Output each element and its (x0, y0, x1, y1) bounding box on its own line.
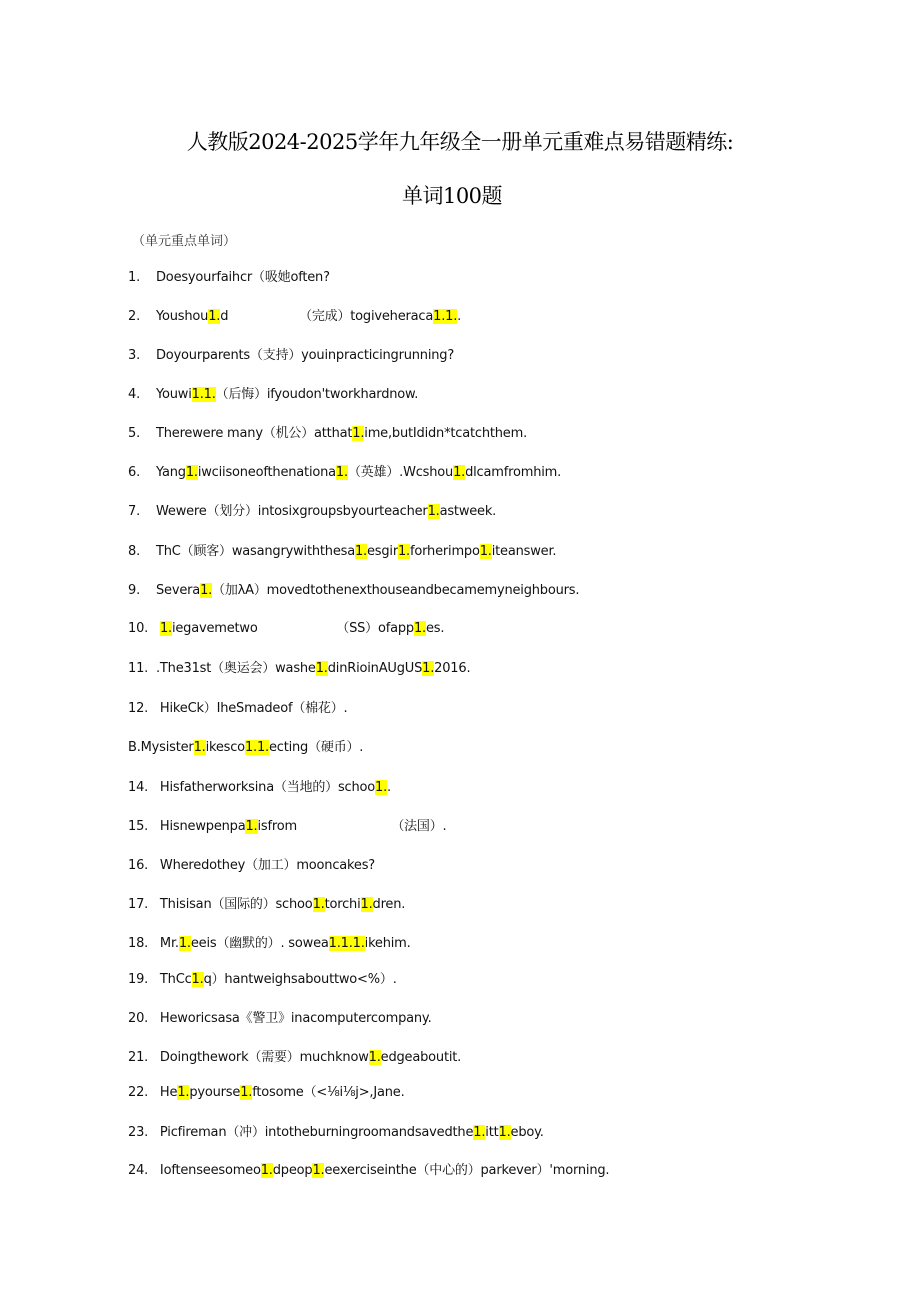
question-text: Doingthework（需要）muchknow (156, 1050, 369, 1065)
question-number: 16. (128, 858, 149, 873)
highlighted-text: 1. (354, 544, 367, 559)
question-text: dlcamfromhim. (465, 465, 562, 480)
question-text: Doyourparents（支持）youinpracticingrunning? (156, 348, 455, 363)
question-text: Wewere（划分）intosixgroupsbyourteacher (156, 504, 428, 519)
question-item (128, 582, 579, 600)
question-text: （加λA）movedtothenexthouseandbecamemyneighbours. (212, 583, 580, 598)
question-text: iteanswer. (491, 544, 557, 559)
question-number: 5. (128, 426, 141, 441)
highlighted-text: 1. (453, 465, 466, 480)
question-number: 9. (128, 583, 141, 598)
question-number: 8. (128, 544, 141, 559)
question-text: . (457, 309, 462, 324)
question-item (128, 620, 444, 638)
question-text: Thisisan（国际的）schoo (156, 897, 313, 912)
question-number: 3. (128, 348, 141, 363)
question-number: 23. (128, 1125, 149, 1140)
question-text: ime,butIdidn*tcatchthem. (364, 426, 528, 441)
question-text: Therewere many（机公）atthat (156, 426, 353, 441)
question-number: 7. (128, 504, 141, 519)
question-text: Ioftenseesomeo (156, 1163, 261, 1178)
document-subtitle: 单词100题 (401, 184, 503, 208)
question-text: （英雄）.Wcshou (347, 465, 454, 480)
highlighted-text: 1. (200, 583, 213, 598)
highlighted-text: 1.1.1. (328, 936, 365, 951)
question-number: 24. (128, 1163, 149, 1178)
question-text: Youshou (156, 309, 209, 324)
question-item (128, 464, 561, 482)
question-text: ikehim. (364, 936, 411, 951)
highlighted-text: 1. (422, 661, 435, 676)
question-item (128, 1162, 609, 1180)
question-text: q）hantweighsabouttwo<%）. (203, 972, 397, 987)
question-text: astweek. (439, 504, 497, 519)
question-text: He (156, 1085, 178, 1100)
question-item (128, 779, 391, 797)
question-text: ftosome（<⅛i⅛j>,Jane. (252, 1085, 405, 1100)
question-number: 6. (128, 465, 141, 480)
question-item (128, 308, 461, 326)
question-item (128, 935, 411, 953)
question-item (128, 543, 556, 561)
highlighted-text: 1. (185, 465, 198, 480)
highlighted-text: 1.1. (433, 309, 458, 324)
highlighted-text: 1. (193, 740, 206, 755)
question-text: 2016. (434, 661, 471, 676)
question-text: itt (485, 1125, 499, 1140)
question-text: pyourse (189, 1085, 241, 1100)
highlighted-text: 1. (397, 544, 410, 559)
highlighted-text: 1.1. (191, 387, 216, 402)
highlighted-text: 1. (360, 897, 373, 912)
question-text: dpeop (272, 1163, 313, 1178)
question-text: Picfireman（冲）intotheburningroomandsavedthe (156, 1125, 474, 1140)
question-item (128, 347, 454, 365)
question-item (128, 503, 496, 521)
question-item (128, 660, 470, 678)
question-number: 12. (128, 701, 149, 716)
section-label: （单元重点单词） (132, 234, 237, 249)
question-item (128, 425, 527, 443)
question-number: 10. (128, 621, 149, 636)
question-text: Heworicsasa《警卫》inacomputercompany. (156, 1011, 432, 1026)
question-item (128, 857, 375, 875)
question-text: Youwi (156, 387, 192, 402)
highlighted-text: 1. (260, 1163, 273, 1178)
highlighted-text: 1. (498, 1125, 511, 1140)
question-text: ThCc (156, 972, 192, 987)
question-text: .The31st（奥运会）washe (156, 661, 316, 676)
question-item (128, 739, 363, 757)
question-text: B.Mysister (128, 740, 194, 755)
question-number: 11. (128, 661, 149, 676)
question-text: dren. (372, 897, 406, 912)
question-text: ecting（硬币）. (268, 740, 364, 755)
question-text: d （完成）togiveheraca (220, 309, 434, 324)
question-item (128, 818, 446, 836)
highlighted-text: 1. (177, 1085, 190, 1100)
question-text: Yang (156, 465, 186, 480)
question-text: Severa (156, 583, 201, 598)
highlighted-text: 1. (159, 621, 172, 636)
question-text: forherimpo (410, 544, 480, 559)
question-text: Hisnewpenpa (156, 819, 246, 834)
highlighted-text: 1. (335, 465, 348, 480)
highlighted-text: 1. (315, 661, 328, 676)
question-number: 4. (128, 387, 141, 402)
question-number: 15. (128, 819, 149, 834)
question-number: 21. (128, 1050, 149, 1065)
question-item (128, 1084, 405, 1102)
document-title: 人教版2024-2025学年九年级全一册单元重难点易错题精练: (186, 130, 734, 154)
highlighted-text: 1. (240, 1085, 253, 1100)
question-text: ThC（顾客）wasangrywiththesa (156, 544, 355, 559)
question-text: esgir (367, 544, 398, 559)
question-item (128, 1124, 544, 1142)
question-number: 19. (128, 972, 149, 987)
question-number: 14. (128, 780, 149, 795)
highlighted-text: 1. (368, 1050, 381, 1065)
question-text: torchi (324, 897, 361, 912)
question-number: 20. (128, 1011, 149, 1026)
question-text: Hisfatherworksina（当地的）schoo (156, 780, 376, 795)
question-text: edgeaboutit. (380, 1050, 462, 1065)
highlighted-text: 1. (208, 309, 221, 324)
highlighted-text: 1. (375, 780, 388, 795)
question-text: HikeCk）IheSmadeof（棉花）. (156, 701, 348, 716)
highlighted-text: 1. (427, 504, 440, 519)
question-number: 22. (128, 1085, 149, 1100)
highlighted-text: 1. (413, 621, 426, 636)
question-text: isfrom （法国）. (257, 819, 447, 834)
question-item (128, 269, 330, 287)
highlighted-text: 1. (245, 819, 258, 834)
highlighted-text: 1. (479, 544, 492, 559)
question-text: eboy. (510, 1125, 544, 1140)
question-number: 2. (128, 309, 141, 324)
question-text: Mr. (156, 936, 179, 951)
highlighted-text: 1. (352, 426, 365, 441)
question-item (128, 700, 347, 718)
question-number: 17. (128, 897, 149, 912)
question-text: eexerciseinthe（中心的）parkever）'morning. (324, 1163, 610, 1178)
question-number: 18. (128, 936, 149, 951)
question-text: Wheredothey（加工）mooncakes? (156, 858, 375, 873)
question-number: 1. (128, 270, 141, 285)
question-text: dinRioinAUgUS (327, 661, 423, 676)
question-item (128, 386, 418, 404)
question-item (128, 971, 397, 989)
highlighted-text: 1. (191, 972, 204, 987)
question-item (128, 1049, 461, 1067)
question-text: eeis（幽默的）. sowea (190, 936, 329, 951)
highlighted-text: 1. (312, 1163, 325, 1178)
highlighted-text: 1. (178, 936, 191, 951)
highlighted-text: 1.1. (244, 740, 269, 755)
question-text: （后悔）ifyoudon'tworkhardnow. (215, 387, 419, 402)
question-text: iwciisoneofthenationa (197, 465, 336, 480)
question-text: iegavemetwo （SS）ofapp (171, 621, 414, 636)
question-text: Doesyourfaihcr（吸她often? (156, 270, 330, 285)
question-text: ikesco (205, 740, 245, 755)
question-item (128, 896, 405, 914)
question-text: es. (425, 621, 445, 636)
highlighted-text: 1. (312, 897, 325, 912)
highlighted-text: 1. (473, 1125, 486, 1140)
question-text: . (387, 780, 391, 795)
question-item (128, 1010, 432, 1028)
